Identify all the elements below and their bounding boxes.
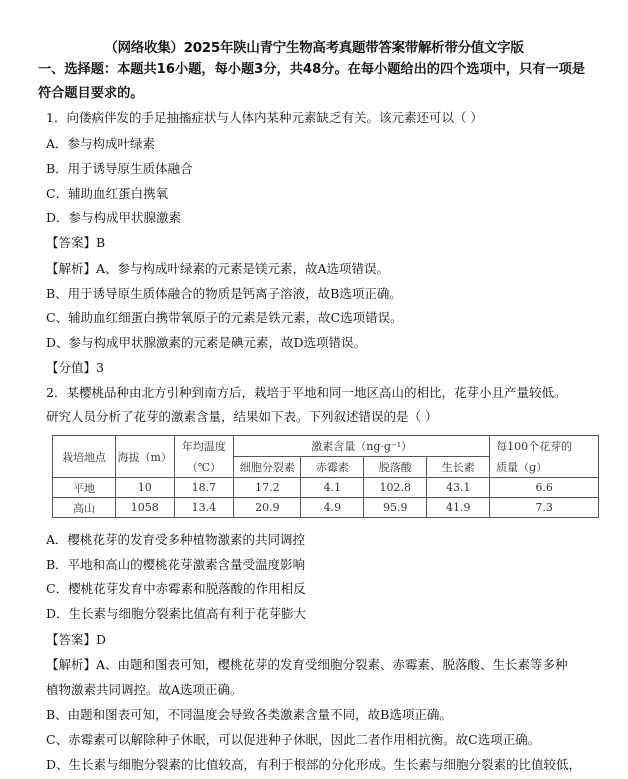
q1-option-a: A．参与构成叶绿素 (46, 136, 156, 151)
section-heading-line2: 符合题目要求的。 (38, 86, 144, 101)
document-title: （网络收集）2025年陕山青宁生物高考真题带答案带解析带分值文字版 (104, 40, 524, 56)
table-cell: 平地 (53, 478, 116, 498)
table-cell: 4.9 (301, 498, 364, 518)
q2-option-b: B．平地和高山的樱桃花芽激素含量受温度影响 (46, 557, 306, 572)
q2-analysis-line: 【解析】A、由题和图表可知，樱桃花芽的发育受细胞分裂素、赤霉素、脱落酸、生长素等多种 (46, 657, 568, 672)
q2-option-d: D．生长素与细胞分裂素比值高有利于花芽膨大 (46, 606, 307, 621)
table-row (53, 478, 599, 498)
q1-analysis-line: C、辅助血红细蛋白携带氧原子的元素是铁元素，故C选项错误。 (46, 310, 403, 325)
table-header-hormone: 激素含量（ng·g⁻¹） (234, 436, 490, 457)
table-cell: 6.6 (490, 478, 599, 498)
q1-option-b: B．用于诱导原生质体融合 (46, 161, 193, 176)
table-header-mass-unit: 质量（g） (490, 457, 599, 478)
q1-stem: 1．向偻病伴发的手足抽搐症状与人体内某种元素缺乏有关。该元素还可以（ ） (46, 110, 483, 125)
section-heading-line1: 一、选择题：本题共16小题，每小题3分，共48分。在每小题给出的四个选项中，只有一项是 (38, 62, 586, 77)
table-header-temp: 年均温度 (174, 436, 234, 457)
table-cell: 10 (115, 478, 174, 498)
table-subheader: 脱落酸 (364, 457, 427, 478)
q2-stem-line1: 2．某樱桃品种由北方引种到南方后，栽培于平地和同一地区高山的相比，花芽小且产量较低。 (46, 385, 567, 400)
table-row (53, 498, 599, 518)
hormone-data-table (52, 435, 599, 518)
q2-analysis-line: B、由题和图表可知，不同温度会导致各类激素含量不同，故B选项正确。 (46, 707, 452, 722)
table-cell: 1058 (115, 498, 174, 518)
table-header-mass: 每100个花芽的 (490, 436, 599, 457)
q1-option-c: C．辅助血红蛋白携氧 (46, 186, 169, 201)
q2-option-c: C．樱桃花芽发育中赤霉素和脱落酸的作用相反 (46, 581, 306, 596)
q2-analysis-line: C、赤霉素可以解除种子休眠，可以促进种子休眠，因此二者作用相抗衡。故C选项正确。 (46, 732, 541, 747)
q2-answer: 【答案】D (46, 632, 107, 647)
q2-analysis-line: D、生长素与细胞分裂素的比值较高，有利于根部的分化形成。生长素与细胞分裂素的比值较低， (46, 757, 582, 772)
q1-score: 【分值】3 (46, 360, 104, 375)
table-cell: 17.2 (234, 478, 301, 498)
table-cell: 18.7 (174, 478, 234, 498)
q1-analysis-line: 【解析】A、参与构成叶绿素的元素是镁元素，故A选项错误。 (46, 261, 390, 276)
table-cell: 13.4 (174, 498, 234, 518)
table-header-altitude: 海拔（m） (115, 436, 174, 478)
table-cell: 高山 (53, 498, 116, 518)
q1-option-d: D．参与构成甲状腺激素 (46, 210, 182, 225)
table-cell: 4.1 (301, 478, 364, 498)
table-cell: 102.8 (364, 478, 427, 498)
table-cell: 20.9 (234, 498, 301, 518)
table-cell: 43.1 (427, 478, 490, 498)
q2-stem-line2: 研究人员分析了花芽的激素含量，结果如下表。下列叙述错误的是（ ） (46, 409, 438, 424)
table-subheader: 细胞分裂素 (234, 457, 301, 478)
q2-option-a: A．樱桃花芽的发育受多种植物激素的共同调控 (46, 532, 306, 547)
table-subheader: 生长素 (427, 457, 490, 478)
table-header-temp-unit: （℃） (174, 457, 234, 478)
q1-analysis-line: B、用于诱导原生质体融合的物质是钙离子溶液，故B选项正确。 (46, 286, 402, 301)
table-header-site: 栽培地点 (53, 436, 116, 478)
table-cell: 7.3 (490, 498, 599, 518)
q1-answer: 【答案】B (46, 235, 106, 250)
table-subheader: 赤霉素 (301, 457, 364, 478)
table-cell: 95.9 (364, 498, 427, 518)
q1-analysis-line: D、参与构成甲状腺激素的元素是碘元素，故D选项错误。 (46, 335, 367, 350)
table-cell: 41.9 (427, 498, 490, 518)
q2-analysis-line: 植物激素共同调控。故A选项正确。 (46, 682, 243, 697)
